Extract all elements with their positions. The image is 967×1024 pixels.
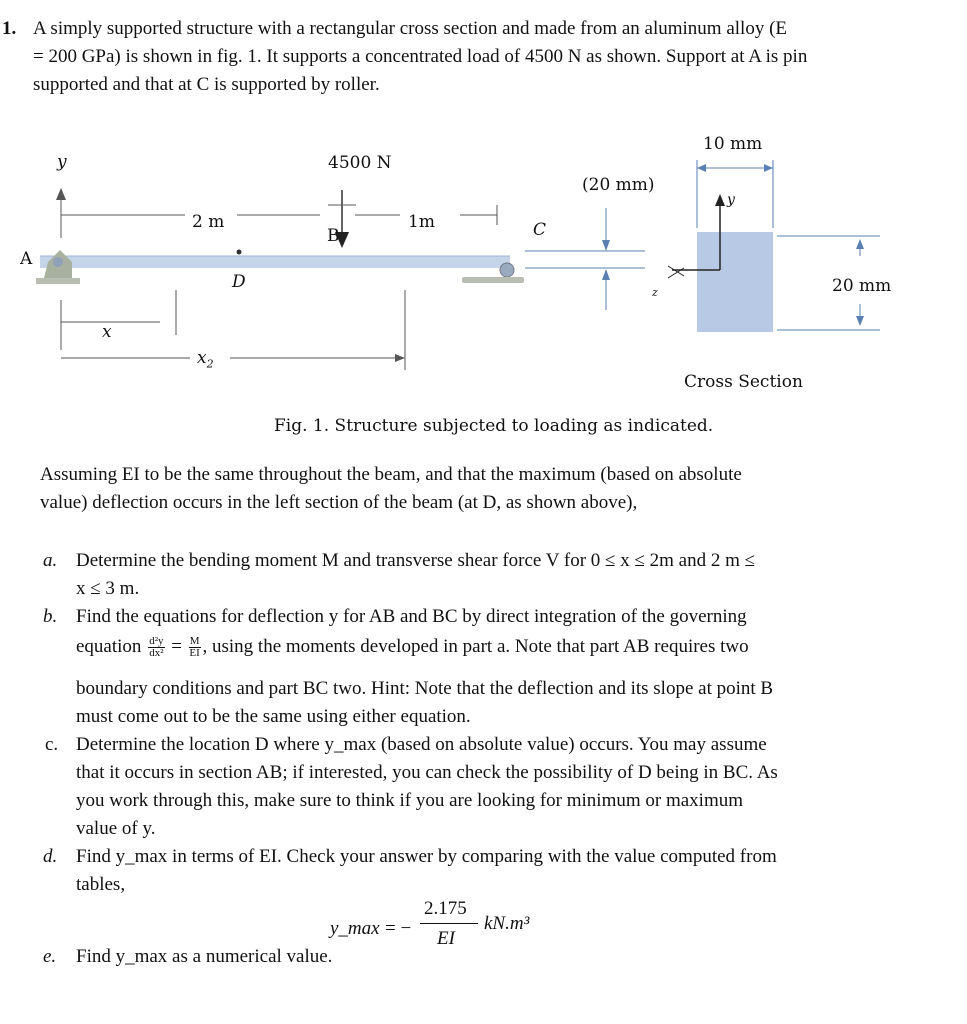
part-c-line-2: that it occurs in section AB; if interested, you can check the possibility of D being in BC. As (76, 762, 778, 783)
ymax-fraction-bar (420, 923, 478, 924)
point-c-label: C (533, 220, 547, 240)
ymax-denominator: EI (437, 928, 455, 949)
part-b-line-4: must come out to be the same using either equation. (76, 706, 471, 727)
x2-label: $x_2$ (197, 348, 214, 371)
problem-intro-line-1: A simply supported structure with a rectangular cross section and made from an aluminum alloy (E (33, 18, 787, 39)
part-c-line-1: Determine the location D where y_max (based on absolute value) occurs. You may assume (76, 734, 767, 755)
d2y-dx2-fraction: $\frac{\text{d²y}}{\text{dx²}}$ (149, 635, 164, 660)
m-over-ei-fraction: $\frac{M}{EI}$ (189, 635, 200, 660)
part-d-line-2: tables, (76, 874, 126, 895)
assumption-line-2: value) deflection occurs in the left section of the beam (at D, as shown above), (40, 492, 638, 513)
part-b-line-2: equation $\frac{\text{d²y}}{\text{dx²}}$ = $\frac{M}{EI}$ , using the moments developed in part a. Note that part AB requires two (76, 635, 749, 660)
part-b-marker: b. (43, 606, 58, 627)
load-label: 4500 N (328, 153, 392, 173)
ymax-numerator: 2.175 (424, 898, 467, 919)
x-label: x (102, 322, 112, 342)
assumption-line-1: Assuming EI to be the same throughout the beam, and that the maximum (based on absolute (40, 464, 742, 485)
y-axis-label: y (57, 152, 67, 172)
cross-section-rect (697, 232, 773, 332)
cross-section-y-label: y (727, 192, 735, 208)
part-e-marker: e. (43, 946, 57, 967)
part-a-line-2: x ≤ 3 m. (76, 578, 140, 599)
part-d-marker: d. (43, 846, 58, 867)
part-b-line-1: Find the equations for deflection y for AB and BC by direct integration of the governing (76, 606, 747, 627)
ymax-equals: = − (385, 918, 412, 939)
beam-figure (0, 0, 967, 440)
ymax-label: y_max (330, 918, 380, 939)
cross-section-z-label: z (652, 286, 658, 299)
problem-number: 1. (2, 18, 17, 39)
span-ab-label: 2 m (192, 212, 225, 232)
ymax-units: kN.m³ (484, 913, 530, 934)
point-a-label: A (20, 249, 33, 269)
part-c-marker: c. (45, 734, 59, 755)
span-bc-label: 1m (408, 212, 435, 232)
beam-body (40, 256, 510, 268)
part-c-line-3: you work through this, make sure to think if you are looking for minimum or maximum (76, 790, 744, 811)
problem-intro-line-2: = 200 GPa) is shown in fig. 1. It supports a concentrated load of 4500 N as shown. Support at A is pin (33, 46, 808, 67)
part-a-marker: a. (43, 550, 58, 571)
point-d-label: D (232, 272, 246, 292)
point-b-label: B (327, 226, 340, 246)
part-c-line-4: value of y. (76, 818, 156, 839)
problem-intro-line-3: supported and that at C is supported by roller. (33, 74, 380, 95)
part-e-line-1: Find y_max as a numerical value. (76, 946, 333, 967)
cross-section-label: Cross Section (684, 372, 803, 392)
depth-note: (20 mm) (582, 175, 655, 195)
figure-caption: Fig. 1. Structure subjected to loading as indicated. (274, 416, 714, 436)
part-d-line-1: Find y_max in terms of EI. Check your answer by comparing with the value computed from (76, 846, 777, 867)
part-a-line-1: Determine the bending moment M and transverse shear force V for 0 ≤ x ≤ 2m and 2 m ≤ (76, 550, 756, 571)
part-b-line-3: boundary conditions and part BC two. Hint: Note that the deflection and its slope at point B (76, 678, 774, 699)
width-label: 10 mm (703, 134, 763, 154)
height-label: 20 mm (832, 276, 892, 296)
